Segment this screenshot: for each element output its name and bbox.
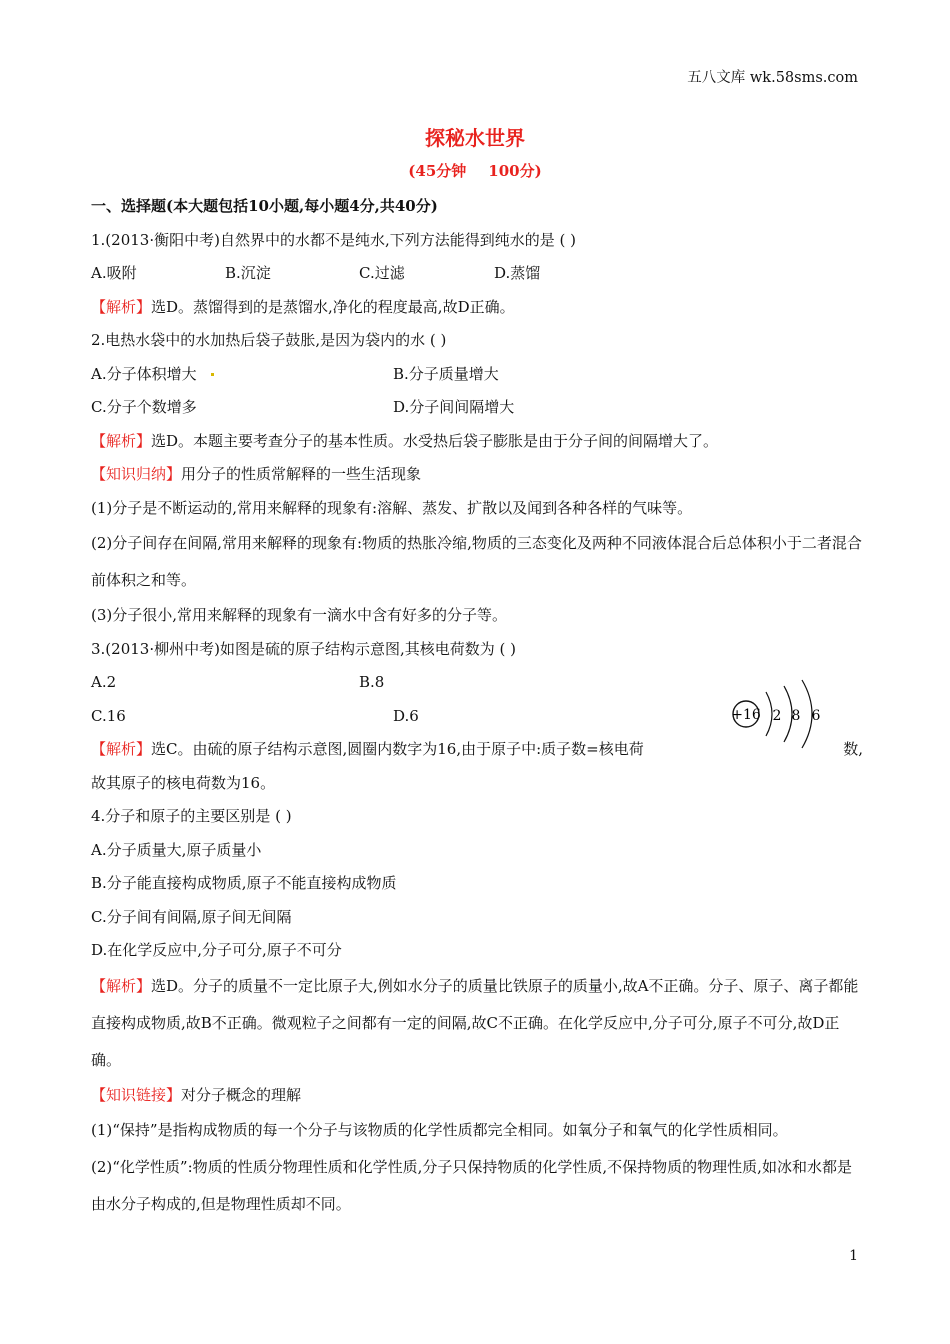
link-title: 对分子概念的理解 (181, 1085, 302, 1104)
subtitle-score: 100分) (488, 162, 542, 180)
link-item-1: (1)“保持”是指构成物质的每一个分子与该物质的化学性质都完全相同。如氧分子和氧气的化学性质相同。 (91, 1121, 788, 1139)
q4-analysis (91, 968, 863, 1079)
q3-analysis-line2: 故其原子的核电荷数为16。 (91, 773, 276, 792)
link-item-2: (2)“化学性质”:物质的性质分物理性质和化学性质,分子只保持物质的化学性质,不保持物质的物理性质,如冰和水都是由水分子构成的,但是物理性质却不同。 (91, 1158, 852, 1213)
q1-option-b: B.沉淀 (225, 264, 271, 282)
q2-options-row2 (91, 391, 863, 425)
section-heading: 一、选择题(本大题包括10小题,每小题4分,共40分) (91, 197, 438, 215)
q1-options (91, 257, 863, 291)
page-number: 1 (849, 1248, 858, 1264)
q3-option-b: B.8 (359, 673, 385, 691)
q4-option-d: D.在化学反应中,分子可分,原子不可分 (91, 941, 342, 959)
q2-option-c: C.分子个数增多 (91, 398, 197, 416)
shell-arc-3 (802, 680, 812, 748)
shell-electrons-2: 8 (791, 708, 801, 724)
analysis-tag: 【解析】 (91, 976, 152, 995)
q3-analysis-tail: 数, (843, 740, 863, 758)
q2-options-row1 (91, 358, 863, 392)
page-header: 五八文库 wk.58sms.com (687, 70, 858, 86)
q3-option-c: C.16 (91, 706, 126, 725)
q4-analysis-text: 选D。分子的质量不一定比原子大,例如水分子的质量比铁原子的质量小,故A不正确。分子、原子、离子都能直接构成物质,故B不正确。微观粒子之间都有一定的间隔,故C不正确。在化学反应中,分子可分,原子不可分,故D正确。 (91, 976, 859, 1069)
page-subtitle (0, 160, 950, 181)
q1-analysis-text: 选D。蒸馏得到的是蒸馏水,净化的程度最高,故D正确。 (151, 297, 515, 316)
q1-option-a: A.吸附 (91, 264, 137, 282)
page-title: 探秘水世界 (425, 126, 525, 150)
analysis-tag: 【解析】 (91, 297, 152, 316)
q1-option-c: C.过滤 (359, 264, 405, 282)
knowledge-tag: 【知识归纳】 (91, 465, 182, 483)
q2-option-d: D.分子间间隔增大 (393, 398, 515, 416)
q1-stem: 1.(2013·衡阳中考)自然界中的水都不是纯水,下列方法能得到纯水的是 ( ) (91, 230, 576, 249)
q3-analysis-text: 选C。由硫的原子结构示意图,圆圈内数字为16,由于原子中:质子数=核电荷 (151, 740, 644, 758)
knowledge-title: 用分子的性质常解释的一些生活现象 (181, 465, 422, 483)
q4-stem: 4.分子和原子的主要区别是 ( ) (91, 807, 292, 825)
q2-option-b: B.分子质量增大 (393, 364, 499, 383)
shell-electrons-1: 2 (772, 708, 782, 724)
q2-knowledge (91, 458, 863, 492)
q2-analysis-text: 选D。本题主要考查分子的基本性质。水受热后袋子膨胀是由于分子间的间隔增大了。 (151, 431, 719, 450)
q3-option-d: D.6 (393, 706, 419, 725)
q4-option-b: B.分子能直接构成物质,原子不能直接构成物质 (91, 874, 397, 892)
analysis-tag: 【解析】 (91, 431, 152, 450)
q4-option-c: C.分子间有间隔,原子间无间隔 (91, 907, 292, 926)
q3-option-a: A.2 (91, 673, 117, 691)
q1-option-d: D.蒸馏 (494, 264, 541, 282)
knowledge-item-1: (1)分子是不断运动的,常用来解释的现象有:溶解、蒸发、扩散以及闻到各种各样的气味等。 (91, 498, 693, 517)
q2-option-a: A.分子体积增大 (91, 358, 214, 392)
stray-mark (211, 373, 214, 376)
q2-analysis (91, 425, 863, 459)
link-tag: 【知识链接】 (91, 1085, 182, 1104)
analysis-tag: 【解析】 (91, 740, 152, 758)
q2-stem: 2.电热水袋中的水加热后袋子鼓胀,是因为袋内的水 ( ) (91, 331, 447, 349)
knowledge-item-2: (2)分子间存在间隔,常用来解释的现象有:物质的热胀冷缩,物质的三态变化及两种不同液体混合后总体积小于二者混合前体积之和等。 (91, 534, 862, 589)
q3-stem: 3.(2013·柳州中考)如图是硫的原子结构示意图,其核电荷数为 ( ) (91, 639, 516, 658)
shell-arc-1 (766, 692, 772, 736)
subtitle-time: (45分钟 (408, 162, 467, 180)
q1-analysis (91, 291, 863, 325)
q4-link (91, 1079, 863, 1113)
sulfur-atom-diagram (726, 678, 836, 754)
q4-option-a: A.分子质量大,原子质量小 (91, 840, 262, 859)
nucleus-charge: +16 (731, 707, 761, 723)
shell-electrons-3: 6 (811, 708, 821, 724)
knowledge-item-3: (3)分子很小,常用来解释的现象有一滴水中含有好多的分子等。 (91, 606, 508, 624)
